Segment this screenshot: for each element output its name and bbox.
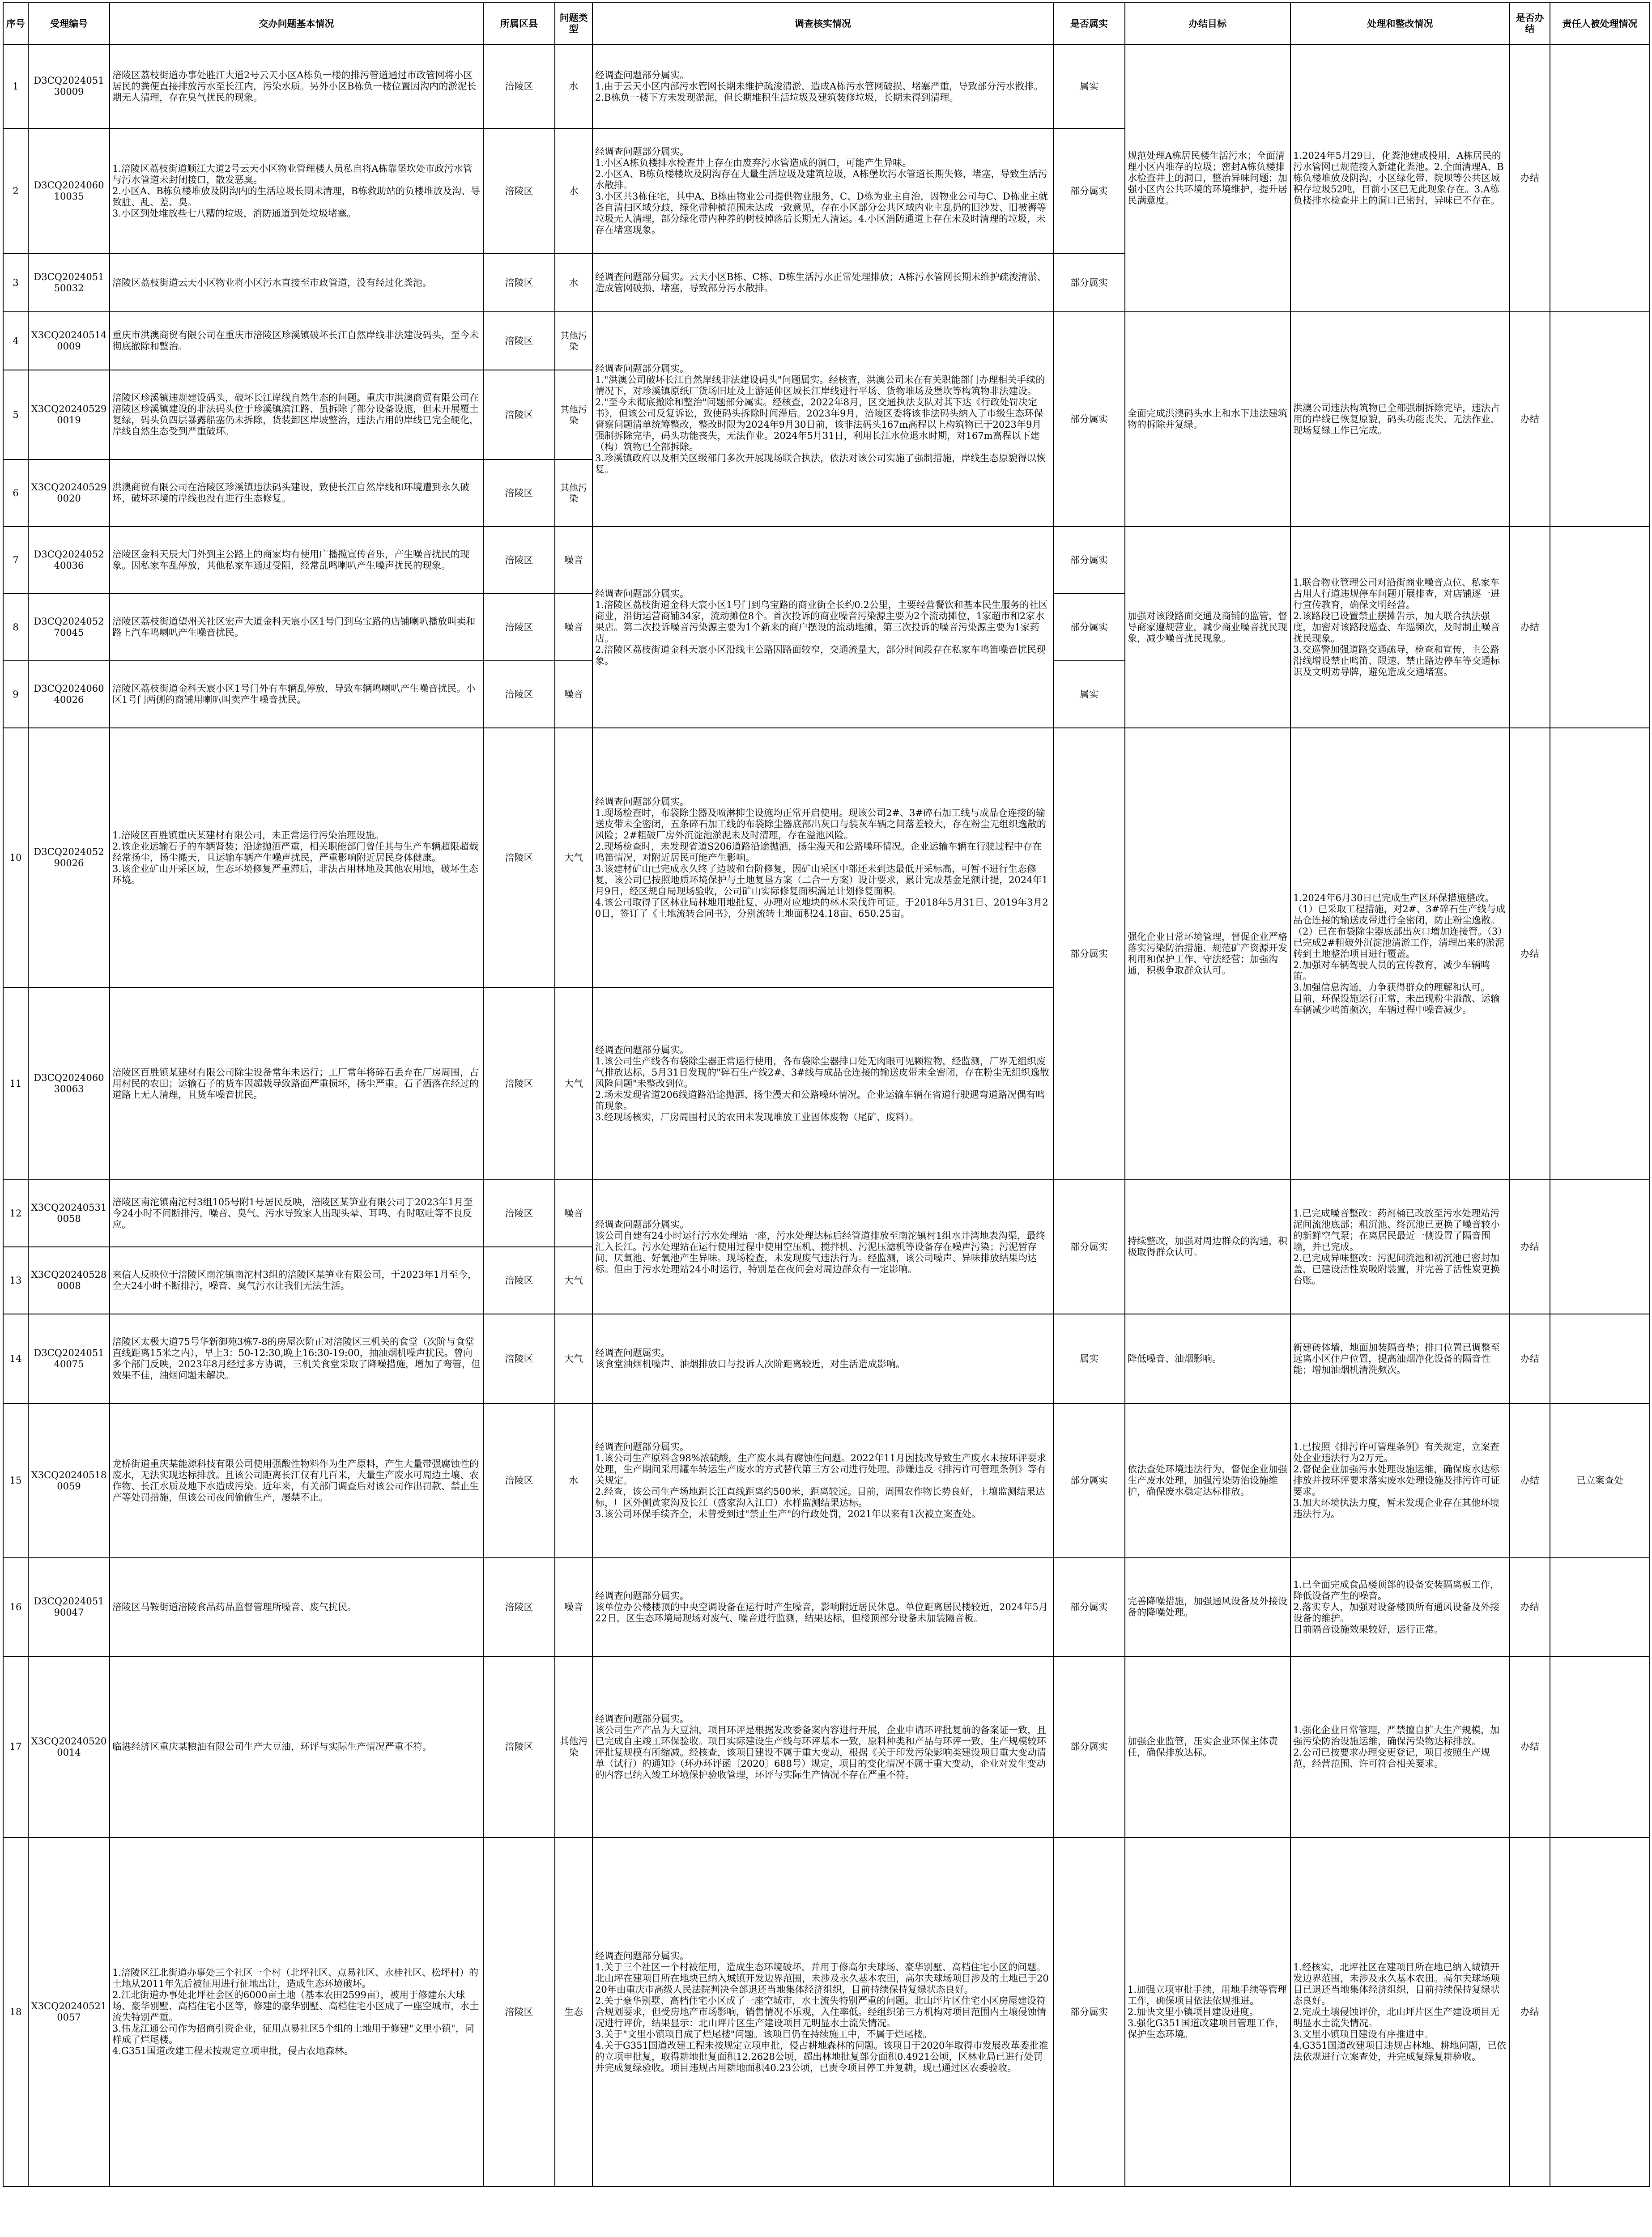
cell-district: 涪陵区: [483, 1180, 555, 1247]
cell-district: 涪陵区: [483, 1403, 555, 1558]
cell-type: 水: [555, 128, 592, 254]
cell-fact: 部分属实: [1053, 1403, 1125, 1558]
cell-issue: 1.涪陵区荔枝街道顺江大道2号云天小区物业管理楼人员私自将A栋靠堡坎处市政污水管与污水管道未封闭接口，散发恶臭。 2.小区A、B栋负楼堆放及阴沟内的生活垃圾长期未清理，B栋救助站的负楼堆放及沟、导致脏、乱、差、臭。 3.小区到处堆放些七八糟的垃圾，消防通道到处垃圾堵塞。: [110, 128, 483, 254]
cell-no: 8: [3, 594, 28, 661]
cell-district: 涪陵区: [483, 44, 555, 128]
cell-goal: 完善降噪措施，加强通风设备及外接设备的降噪处理。: [1125, 1558, 1290, 1656]
cell-id: X3CQ202405210057: [28, 1837, 110, 2186]
cell-no: 12: [3, 1180, 28, 1247]
cell-rectify: 1.2024年5月29日，化粪池建成投用，A栋居民的污水管网已规范接入新建化粪池。2.全面清理A、B栋负楼堆放及阴沟、小区绿化带、院坝等公共区域积存垃圾52吨，目前小区已无此现象存在。3.A栋负楼排水检查井上的洞口已密封，异味已不存在。: [1290, 44, 1510, 312]
cell-no: 5: [3, 370, 28, 459]
cell-type: 水: [555, 1403, 592, 1558]
cell-type: 生态: [555, 1837, 592, 2186]
header-no: 序号: [3, 2, 28, 44]
header-person: 责任人被处理情况: [1550, 2, 1650, 44]
cell-district: 涪陵区: [483, 728, 555, 987]
cell-district: 涪陵区: [483, 661, 555, 728]
cell-type: 噪音: [555, 594, 592, 661]
cell-issue: 涪陵区金科天辰大门外到主公路上的商家均有使用广播揽宣传音乐，产生噪音扰民的现象。因私家车乱停放，其他私家车通过受阻，经常乱鸣喇叭产生噪声扰民的现象。: [110, 527, 483, 594]
cell-done: 办结: [1510, 1656, 1550, 1837]
cell-no: 10: [3, 728, 28, 987]
cell-issue: 涪陵区荔枝街道金科天宸小区1号门外有车辆乱停放，导致车辆鸣喇叭产生噪音扰民。小区1号门两侧的商铺用喇叭叫卖产生噪音扰民。: [110, 661, 483, 728]
cell-done: 办结: [1510, 728, 1550, 1180]
cell-id: D3CQ202405270045: [28, 594, 110, 661]
cell-id: D3CQ202406040026: [28, 661, 110, 728]
cell-type: 水: [555, 254, 592, 312]
table-row: [3, 1837, 1650, 2186]
cell-investigation: 经调查问题部分属实。 1.小区A栋负楼排水检查井上存在由废弃污水管造成的洞口，可能产生异味。 2.小区A、B栋负楼楼坎及阴沟存在大量生活垃圾及建筑垃圾，A栋堡坎污水管道长期失修，堵塞，导致生活污水散排。 3.小区共3栋住宅，其中A、B栋由物业公司提供物业服务，C、D栋为业主自治，因物业公司与C、D栋业主就各自清扫区域分歧，绿化带种植范围未达成一致意见，存在小区部分公共区域内业主乱扔的旧沙发、旧被褥等垃圾无人清理，部分绿化带内种养的树枝掉落后长期无人清运。4.小区消防通道上存在未及时清理的垃圾，未存在堵塞现象。: [592, 128, 1053, 254]
header-issue: 交办问题基本情况: [110, 2, 483, 44]
cell-district: 涪陵区: [483, 594, 555, 661]
cell-no: 17: [3, 1656, 28, 1837]
cell-district: 涪陵区: [483, 527, 555, 594]
table-row: [3, 1314, 1650, 1403]
cell-no: 18: [3, 1837, 28, 2186]
cell-person: [1550, 312, 1650, 527]
header-fact: 是否属实: [1053, 2, 1125, 44]
cell-id: X3CQ202405290019: [28, 370, 110, 459]
cell-id: D3CQ202405240036: [28, 527, 110, 594]
cell-issue: 涪陵区荔枝街道办事处胜江大道2号云天小区A栋负一楼的排污管道通过市政管网将小区居民的粪便直接排放污水至长江内，污染水质。另外小区B栋负一楼位置因沟内的淤泥长期无人清理，存在臭气扰民的现象。: [110, 44, 483, 128]
cell-district: 涪陵区: [483, 1247, 555, 1314]
cell-rectify: 1.已完成噪音整改：药剂桶已改放至污水处理站污泥间流池底部；粗沉池、终沉池已更换了噪音较小的新鲜空气泵；在离居民最近一侧设置了隔音围墙，并已完成。 2.已完成异味整改：污泥间流池和初沉池已密封加盖，已建设活性炭吸附装置，并完善了活性炭更换台账。: [1290, 1180, 1510, 1314]
cell-goal: 降低噪音、油烟影响。: [1125, 1314, 1290, 1403]
cell-id: D3CQ202405190047: [28, 1558, 110, 1656]
cell-goal: 加强企业监管，压实企业环保主体责任，确保排放达标。: [1125, 1656, 1290, 1837]
cell-id: D3CQ202406010035: [28, 128, 110, 254]
table-row: [3, 1558, 1650, 1656]
cell-rectify: 洪澳公司违法构筑物已全部强制拆除完毕，违法占用的岸线已恢复原貌，码头功能丧失，无法作业，现场复绿工作已完成。: [1290, 312, 1510, 527]
cell-done: 办结: [1510, 44, 1550, 312]
table-row: [3, 44, 1650, 128]
cell-person: 已立案查处: [1550, 1403, 1650, 1558]
cell-person: [1550, 44, 1650, 312]
cell-no: 6: [3, 459, 28, 527]
cell-goal: 持续整改，加强对周边群众的沟通，积极取得群众认可。: [1125, 1180, 1290, 1314]
cell-type: 水: [555, 44, 592, 128]
cell-district: 涪陵区: [483, 128, 555, 254]
cell-person: [1550, 1180, 1650, 1314]
cell-investigation: 经调查问题部分属实。 1.涪陵区荔枝街道金科天宸小区1号门到乌宝路的商业街全长约0.2公里，主要经营餐饮和基本民生服务的社区商业，沿街运营商铺34家，流动摊位8个。首次投诉的商业噪音污染源主要为2个流动摊位，1家超市和2家水果店。第二次投诉噪音污染源主要为1个新来的商户摆设的流动地摊，第三次投诉的噪音污染源主要为1家药店。 2.涪陵区荔枝街道金科天宸小区沿线主公路因路面较窄，交通流量大，部分时间段存在私家车鸣笛噪音扰民现象。: [592, 527, 1053, 728]
cell-type: 其他污染: [555, 312, 592, 370]
cell-goal: 依法查处环境违法行为，督促企业加强生产废水处理，加强污染防治设施维护，确保废水稳定达标排放。: [1125, 1403, 1290, 1558]
cell-id: X3CQ202405200014: [28, 1656, 110, 1837]
cell-district: 涪陵区: [483, 459, 555, 527]
cell-no: 2: [3, 128, 28, 254]
cell-goal: 全面完成洪澳码头水上和水下违法建筑物的拆除并复绿。: [1125, 312, 1290, 527]
cell-investigation: 经调查问题部分属实。云天小区B栋、C栋、D栋生活污水正常处理排放；A栋污水管网长期未维护疏浚清淤、造成管网破损、堵塞，导致部分污水散排。: [592, 254, 1053, 312]
table-row: [3, 728, 1650, 987]
cell-investigation: 经调查问题部分属实。 1.现场检查时，布袋除尘器及喷淋抑尘设施均正常开启使用。现该公司2#、3#碎石加工线与成品仓连接的输送皮带未全密闭，五条碎石加工线的布袋除尘器底部出灰口与装灰车辆之间落差较大，存在粉尘无组织逸散的风险；2#粗破厂房外沉淀池淤泥未及时清理，存在溢池风险。 2.现场检查时，未发现省道S206道路沿途抛洒，扬尘漫天和公路噪环情况。企业运输车辆在行驶过程中存在鸣笛情况，对附近居民可能产生影响。 3.该建材矿山已完成永久终了边坡和台阶修复，因矿山采区中部还未到达最低开采标高，可暂不进行生态修复，该公司已按照地质环境保护与土地复垦方案（二合一方案）设计要求，累计完成基金足额计提，2024年1月9日，经区规自局现场验收，公司矿山实际修复面积满足计划修复面积。 4.该公司取得了区林业局林地用地批复，办理对应地块的林木采伐许可证。于2018年5月31日、2019年3月20日，签订了《土地流转合同书》，分别流转土地面积24.18亩、650.25亩。: [592, 728, 1053, 987]
cell-id: X3CQ202405310058: [28, 1180, 110, 1247]
cell-district: 涪陵区: [483, 254, 555, 312]
cell-no: 1: [3, 44, 28, 128]
cell-type: 其他污染: [555, 459, 592, 527]
cell-rectify: 1.经核实，北坪社区在建项目所在地已纳入城镇开发边界范围，未涉及永久基本农田。高尔夫球场项目已退还当地集体经济组织，目前持续保持复绿状态良好。 2.完成土壤侵蚀评价，北山坪片区生产建设项目无明显水土流失情况。 3.文里小镇项目建设有序推进中。 4.G351国道改建项目违规占林地、耕地问题，已依法依规进行立案查处，并完成复绿复耕验收。: [1290, 1837, 1510, 2186]
cell-fact: 部分属实: [1053, 1837, 1125, 2186]
header-type: 问题类型: [555, 2, 592, 44]
cell-issue: 涪陵区荔枝街道望州关社区宏声大道金科天宸小区1号门到乌宝路的店铺喇叭播放叫卖和路上汽车鸣喇叭产生噪音扰民。: [110, 594, 483, 661]
cell-investigation: 经调查问题部分属实。 1.该公司生产原料含98%浓硫酸，生产废水具有腐蚀性问题。2022年11月因技改导致生产废水未按环评要求处理，生产期间采用罐车转运生产废水的方式替代第三方公司进行处理，涉嫌违反《排污许可管理条例》等有关规定。 2.经查，该公司生产场地距长江直线距离约500米，距离较远。目前，周围农作物长势良好，土壤监测结果达标，厂区外侧黄家沟及长江（盛家沟入江口）水样监测结果达标。 3.该公司环保手续齐全，未曾受到过"禁止生产"的行政处罚，2021年以来有1次被立案查处。: [592, 1403, 1053, 1558]
cell-no: 16: [3, 1558, 28, 1656]
cell-issue: 涪陵区太极大道75号华新御苑3栋7-8的房屋次阶正对涪陵区三机关的食堂（次阶与食堂直线距离15米之内），早上3：50-12:30,晚上16:30-19:00，抽油烟机噪声扰民。曾向多个部门反映，2023年8月经过多方协调，三机关食堂采取了降噪措施，增加了弯管，但效果不佳，油烟问题未解决。: [110, 1314, 483, 1403]
cell-id: X3CQ202405280008: [28, 1247, 110, 1314]
cell-investigation: 经调查问题部分属实。 1.由于云天小区内部污水管网长期未维护疏浚清淤，造成A栋污水管网破损、堵塞严重，导致部分污水散排。 2.B栋负一楼下方未发现淤泥，但长期堆积生活垃圾及建筑装修垃圾，长期未得到清理。: [592, 44, 1053, 128]
cell-fact: 部分属实: [1053, 728, 1125, 1180]
cell-rectify: 1.已全面完成食品楼顶部的设备安装隔离板工作，降低设备产生的噪音。 2.落实专人，加强对设备楼顶所有通风设备及外接设备的维护。 目前隔音设施效果较好，运行正常。: [1290, 1558, 1510, 1656]
cell-fact: 部分属实: [1053, 527, 1125, 594]
cell-no: 4: [3, 312, 28, 370]
cell-done: 办结: [1510, 1558, 1550, 1656]
cell-done: 办结: [1510, 527, 1550, 728]
cell-investigation: 经调查问题属实。 该食堂油烟机噪声、油烟排放口与投诉人次阶距离较近，对生活造成影响。: [592, 1314, 1053, 1403]
header-goal: 办结目标: [1125, 2, 1290, 44]
cell-type: 噪音: [555, 1180, 592, 1247]
cell-fact: 部分属实: [1053, 128, 1125, 254]
header-investigation: 调查核实情况: [592, 2, 1053, 44]
cell-investigation: 经调查问题部分属实。 该单位办公楼楼顶的中央空调设备在运行时产生噪音，影响附近居民休息。单位距离居民楼较近，2024年5月22日，区生态环境局现场对废气、噪音进行监测，结果达标，但楼顶部分设备未加装隔音板。: [592, 1558, 1053, 1656]
table-row: [3, 312, 1650, 370]
cell-id: X3CQ202405140009: [28, 312, 110, 370]
header-rectify: 处理和整改情况: [1290, 2, 1510, 44]
cell-issue: 涪陵区珍溪镇违规建设码头，破坏长江岸线自然生态的问题。重庆市洪澳商贸有限公司在涪陵区珍溪镇建设的非法码头位于珍溪镇滨江路、虽拆除了部分设备设施，但未开展覆土复绿，码头负四层暴露船塞仍未拆除，货装卸区岸坡整治，违法占用的岸线已完全硬化，岸线自然生态受到严重破坏。: [110, 370, 483, 459]
cell-type: 噪音: [555, 527, 592, 594]
cell-done: 办结: [1510, 312, 1550, 527]
cell-goal: 加强对该段路面交通及商铺的监管，督导商家遵规营业，减少商业噪音扰民现象，减少噪音扰民现象。: [1125, 527, 1290, 728]
table-row: [3, 1180, 1650, 1247]
table-row: [3, 1403, 1650, 1558]
table-row: [3, 527, 1650, 594]
cell-investigation: 经调查问题部分属实。 该公司生产产品为大豆油，项目环评是根据发改委备案内容进行开展，企业申请环评批复前的备案证一致，且已完成自主竣工环保验收。项目实际建设生产线与环评基本一致，原料种类和产品与环评一致，生产规模较环评批复规模有所缩减。经核查，该项目建设不属于重大变动，根据《关于印发污染影响类建设项目重大变动清单（试行）的通知》（环办环评函〔2020〕688号）规定，项目的变化情况不属于重大变动，企业对发生变动的内容已纳入竣工环境保护验收管理，环评与实际生产情况不存在严重不符。: [592, 1656, 1053, 1837]
cell-type: 其他污染: [555, 370, 592, 459]
cell-type: 大气: [555, 728, 592, 987]
cell-type: 噪音: [555, 1558, 592, 1656]
cell-no: 13: [3, 1247, 28, 1314]
cell-goal: 强化企业日常环境管理，督促企业严格落实污染防治措施、规范矿产资源开发利用和保护工作、守法经营；加强沟通，积极争取群众认可。: [1125, 728, 1290, 1180]
cell-type: 大气: [555, 1314, 592, 1403]
cell-rectify: 1.2024年6月30日已完成生产区环保措施整改。（1）已采取工程措施，对2#、3#碎石生产线与成品仓连接的输送皮带进行全密闭，防止粉尘逸散。（2）已在布袋除尘器底部出灰口增加连接管。（3）已完成2#粗破外沉淀池清淤工作，清理出来的淤泥转到土地整治项目进行覆盖。 2.加强对车辆驾驶人员的宣传教育，减少车辆鸣笛。 3.加强信息沟通，力争获得群众的理解和认可。 目前，环保设施运行正常，未出现粉尘溢散、运输车辆减少鸣笛频次，车辆过程中噪音减少。: [1290, 728, 1510, 1180]
cell-goal: 规范处理A栋居民楼生活污水；全面清理小区内堆存的垃圾；密封A栋负楼排水检查井上的洞口，整治异味问题；加强小区内公共环境的环境维护，提升居民满意度。: [1125, 44, 1290, 312]
cell-fact: 属实: [1053, 1314, 1125, 1403]
cell-type: 其他污染: [555, 1656, 592, 1837]
petition-table: [3, 2, 1650, 2187]
cell-no: 3: [3, 254, 28, 312]
cell-done: 办结: [1510, 1403, 1550, 1558]
cell-id: X3CQ202405290020: [28, 459, 110, 527]
table-row: [3, 1656, 1650, 1837]
cell-fact: 属实: [1053, 661, 1125, 728]
cell-done: 办结: [1510, 1837, 1550, 2186]
cell-done: 办结: [1510, 1314, 1550, 1403]
cell-fact: 部分属实: [1053, 312, 1125, 527]
cell-issue: 重庆市洪澳商贸有限公司在重庆市涪陵区珍溪镇破坏长江自然岸线非法建设码头，至今未彻底撤除和整治。: [110, 312, 483, 370]
cell-no: 15: [3, 1403, 28, 1558]
cell-issue: 涪陵区南沱镇南沱村3组105号附1号居民反映，涪陵区某笋业有限公司于2023年1月至今24小时不间断排污，噪音、臭气、污水导致家人出现头晕、耳鸣、有时呕吐等不良反应。: [110, 1180, 483, 1247]
cell-id: D3CQ202405150032: [28, 254, 110, 312]
cell-done: 办结: [1510, 1180, 1550, 1314]
header-district: 所属区县: [483, 2, 555, 44]
cell-district: 涪陵区: [483, 1558, 555, 1656]
cell-issue: 来信人反映位于涪陵区南沱镇南沱村3组的涪陵区某笋业有限公司，于2023年1月至今，全天24小时不断排污，噪音、臭气污水让我们无法生活。: [110, 1247, 483, 1314]
header-id: 受理编号: [28, 2, 110, 44]
cell-fact: 属实: [1053, 44, 1125, 128]
cell-type: 大气: [555, 1247, 592, 1314]
cell-issue: 1.涪陵区百胜镇重庆某建材有限公司，未正常运行污染治理设施。 2.该企业运输石子的车辆肾装；沿途抛洒严重，相关职能部门曾任其与生产车辆超限超载经常扬尘，扬尘搬天，且运输车辆产生噪声扰民，严重影响附近居民身体健康。 3.该企业矿山开采区域，生态环境修复严重滞后，非法占用林地及其他农用地，破坏生态环境。: [110, 728, 483, 987]
cell-person: [1550, 1656, 1650, 1837]
cell-no: 9: [3, 661, 28, 728]
cell-id: D3CQ202405140075: [28, 1314, 110, 1403]
cell-fact: 部分属实: [1053, 254, 1125, 312]
cell-rectify: 1.联合物业管理公司对沿街商业噪音点位、私家车占用人行道违规停车问题开展排查，对店铺逐一进行宣传教育，确保文明经营。 2.该路段已设置禁止摆摊告示，加大联合执法强度，加密对该路段巡查、车巡频次，及时制止噪音扰民现象。 3.交巡警加强道路交通疏导，检查和宣传，主公路沿线增设禁止鸣笛、限速、禁止路边停车等交通标识及文明劝导牌，避免造成交通堵塞。: [1290, 527, 1510, 728]
cell-person: [1550, 527, 1650, 728]
cell-fact: 部分属实: [1053, 1558, 1125, 1656]
cell-person: [1550, 728, 1650, 1180]
cell-goal: 1.加强立项审批手续，用地手续等管理工作，确保项目依法依规推进。 2.加快文里小镇项目建设进度。 3.强化G351国道改建项目管理工作，保护生态环境。: [1125, 1837, 1290, 2186]
cell-issue: 涪陵区百胜镇某建材有限公司除尘设备常年未运行；工厂常年将碎石丢弃在厂房周围，占用村民的农田；运输石子的货车因超载导致路面严重损坏，扬尘严重。石子洒落在经过的道路上无人清理，且货车噪音扰民。: [110, 987, 483, 1180]
cell-person: [1550, 1314, 1650, 1403]
cell-issue: 洪澳商贸有限公司在涪陵区珍溪镇违法码头建设，致使长江自然岸线和环境遭到永久破坏，破坏环境的岸线也没有进行生态修复。: [110, 459, 483, 527]
cell-district: 涪陵区: [483, 370, 555, 459]
cell-investigation: 经调查问题部分属实。 1.关于三个社区一个村被征用，造成生态环境破坏，并用于修高尔夫球场、豪华别墅、高档住宅小区的问题。北山坪在建项目所在地块已纳入城镇开发边界范围，未涉及永久基本农田，高尔夫球场项目涉及的土地已于2020年由重庆市高级人民法院判决全部退还当地集体经济组织，目前持续保持复绿状态良好。 2.关于豪华别墅、高档住宅小区成了一座空城市，水土流失特别严重的问题。北山坪片区住宅小区房屋建设符合规划要求，但受房地产市场影响，销售情况不乐观，入住率低。经组织第三方机构对项目范围内土壤侵蚀情况进行评价，结果显示：北山坪片区生产建设项目无明显水土流失情况。 3.关于"文里小镇项目成了烂尾楼"问题。该项目仍在持续施工中，不属于烂尾楼。 4.关于G351国道改建工程未按规定立项申批，侵占耕地森林的问题。该项目于2020年取得市发展改革委批准的立项申批复，取得耕地批复面积12.2628公顷，超出林地批复部分面积0.4921公顷，区林业局已进行处罚并完成复绿验收。项目违规占用耕地面积40.23公顷，已责令项目停工并复耕，现已通过区农委验收。: [592, 1837, 1053, 2186]
cell-rectify: 1.已按照《排污许可管理条例》有关规定，立案查处企业违法行为2万元。 2.督促企业加强污水处理设施运维，确保废水达标排放并按环评要求落实废水处理设施及排污许可证要求。 3.加大环境执法力度，暂未发现企业存在其他环境违法行为。: [1290, 1403, 1510, 1558]
cell-rectify: 1.强化企业日常管理，严禁擅自扩大生产规模，加强污染防治设施运维，确保污染物达标排放。 2.公司已按要求办理变更登记，项目按照生产规范，经营范围、许可符合相关要求。: [1290, 1656, 1510, 1837]
cell-id: D3CQ202405290026: [28, 728, 110, 987]
header-done: 是否办结: [1510, 2, 1550, 44]
cell-investigation: 经调查问题部分属实。 1."洪澳公司破坏长江自然岸线非法建设码头"问题属实。经核查，洪澳公司未在有关职能部门办理相关手续的情况下，对珍溪镇原纸厂货场旧址及上游延伸区域长江岸线进行平场、货物堆场及堡坎等构筑物非法建设。 2."至今未彻底撤除和整治"问题部分属实。经核查，2022年8月，区交通执法支队对其下达《行政处罚决定书》，但该公司反复诉讼，致使码头拆除时间滞后。2023年9月，涪陵区委将该非法码头纳入了市级生态环保督察问题清单统筹整改，整改时限为2024年9月30日前，该非法码头167m高程以上构筑物已于2023年9月强制拆除完毕，码头功能丧失，无法作业。2024年5月31日，利用长江水位退水时期，对167m高程以下建（构）筑物已全部拆除。 3.珍溪镇政府以及相关区级部门多次开展现场联合执法，依法对该公司实施了强制措施，岸线生态原貌得以恢复。: [592, 312, 1053, 527]
cell-person: [1550, 1837, 1650, 2186]
cell-district: 涪陵区: [483, 312, 555, 370]
cell-investigation: 经调查问题部分属实。 1.该公司生产线各布袋除尘器正常运行使用，各布袋除尘器排口处无肉眼可见颗粒物，经监测，厂界无组织废气排放达标，5月31日发现的"碎石生产线2#、3#线与成品仓连接的输送皮带未全密闭，存在粉尘无组织逸散风险问题"未整改到位。 2.场未发现省道206线道路沿途抛洒、扬尘漫天和公路噪环情况。企业运输车辆在省道行驶遇弯道路况偶有鸣笛现象。 3.经现场核实，厂房周围村民的农田未发现堆放工业固体废物（尾矿、废料）。: [592, 987, 1053, 1180]
cell-fact: 部分属实: [1053, 1180, 1125, 1314]
cell-district: 涪陵区: [483, 1837, 555, 2186]
cell-fact: 部分属实: [1053, 594, 1125, 661]
cell-no: 7: [3, 527, 28, 594]
cell-issue: 涪陵区荔枝街道云天小区物业将小区污水直接至市政管道，没有经过化粪池。: [110, 254, 483, 312]
cell-person: [1550, 1558, 1650, 1656]
cell-id: D3CQ202405130009: [28, 44, 110, 128]
cell-district: 涪陵区: [483, 1314, 555, 1403]
table-header-row: [3, 2, 1650, 44]
cell-issue: 涪陵区马鞍街道涪陵食品药品监督管理所噪音、废气扰民。: [110, 1558, 483, 1656]
cell-no: 11: [3, 987, 28, 1180]
cell-type: 噪音: [555, 661, 592, 728]
cell-district: 涪陵区: [483, 1656, 555, 1837]
cell-district: 涪陵区: [483, 987, 555, 1180]
cell-no: 14: [3, 1314, 28, 1403]
cell-id: X3CQ202405180059: [28, 1403, 110, 1558]
cell-issue: 临港经济区重庆某粮油有限公司生产大豆油，环评与实际生产情况严重不符。: [110, 1656, 483, 1837]
cell-fact: 部分属实: [1053, 1656, 1125, 1837]
cell-issue: 1.涪陵区江北街道办事处三个社区一个村（北坪社区、点易社区、永桂社区、松坪村）的土地从2011年先后被征用进行征地出让，造成生态环境破坏。 2.江北街道办事处北坪社会区的6000亩土地（基本农田2599亩），被用于修建东大球场、豪华别墅、高档住宅小区等，修建的豪华别墅、高档住宅小区成了一座空城市，水土流失特别严重。 3.伟龙江通公司作为招商引资企业，征用点易社区5个组的土地用于修建"文里小镇"，同样成了烂尾楼。 4.G351国道改建工程未按规定立项申批，侵占农地森林。: [110, 1837, 483, 2186]
cell-investigation: 经调查问题部分属实。 该公司自建有24小时运行污水处理站一座，污水处理达标后经管道排放至南沱镇村1组水井湾地表沟渠，最终汇入长江。污水处理站在运行使用过程中使用空压机、搅拌机、污泥压滤机等设备存在噪声污染；污泥暂存间、厌氧池、好氧池产生异味。现场检查，未发现废气违法行为。经监测，该公司噪声、异味排放结果均达标。但由于污水处理站24小时运行，特别是在夜间会对周边群众有一定影响。: [592, 1180, 1053, 1314]
cell-id: D3CQ202406030063: [28, 987, 110, 1180]
cell-type: 大气: [555, 987, 592, 1180]
cell-issue: 龙桥街道重庆某能源科技有限公司使用强酸性物料作为生产原料，产生大量带强腐蚀性的废水，无法实现达标排放。且该公司距离长江仅有几百米，大量生产废水可周边土壤、农作物、长江水质及地下水造成污染。近年来，有关部门调查后对该公司作出罚款、禁止生产等处罚措施，但该公司夜间偷偷生产，屡禁不止。: [110, 1403, 483, 1558]
cell-rectify: 新建砖体墙，地面加装隔音垫；排口位置已调整至远离小区住户位置，提高油烟净化设备的隔音性能；增加油烟机清洗频次。: [1290, 1314, 1510, 1403]
